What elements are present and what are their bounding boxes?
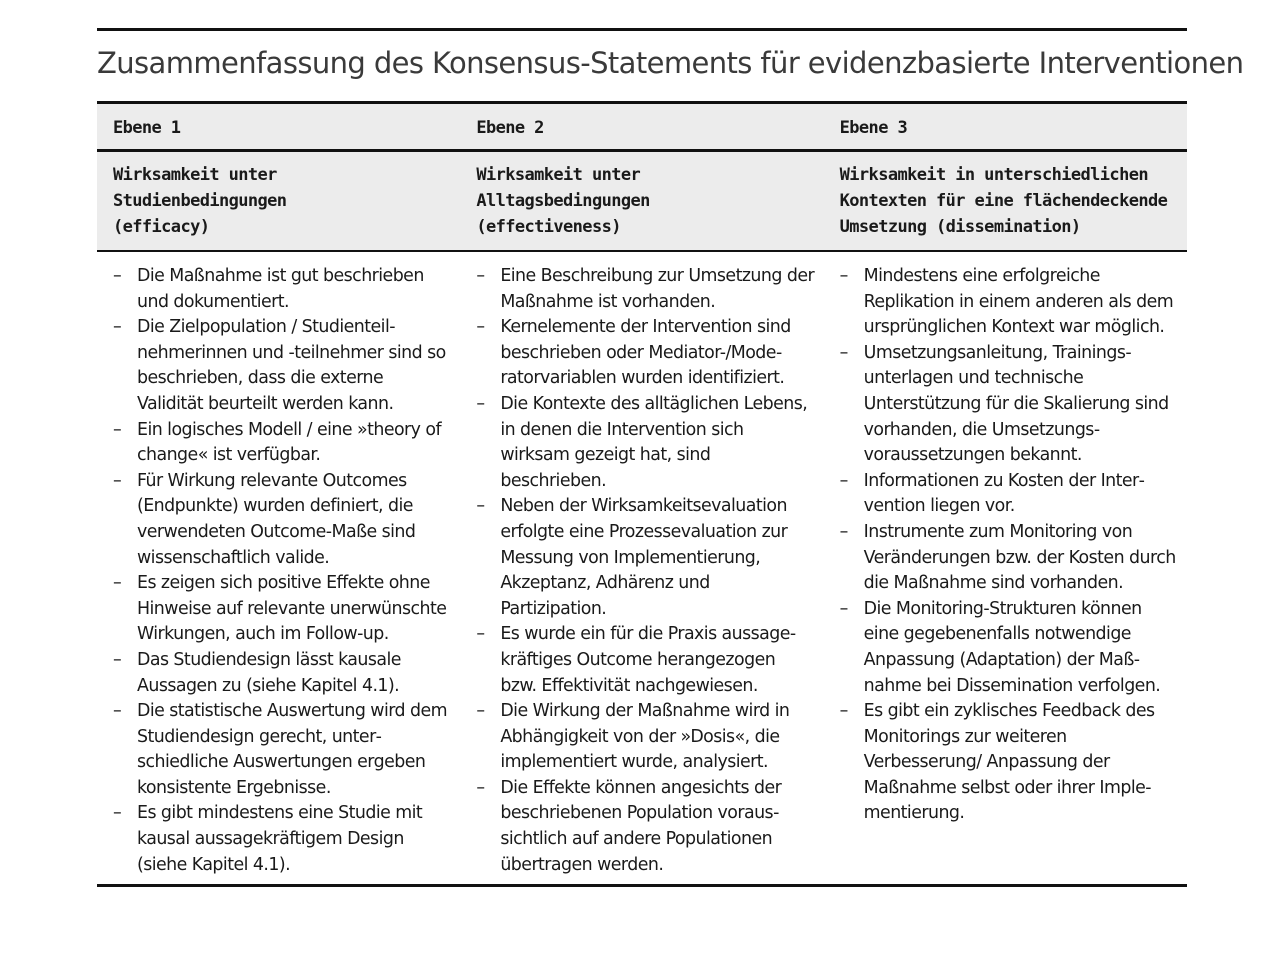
heading-line: (effectiveness) (476, 217, 621, 237)
column-heading-2 (460, 151, 823, 252)
list-item: – Ein logisches Modell / eine »theory of change« ist verfügbar. (113, 418, 452, 469)
list-item: – Für Wirkung relevante Outcomes (Endpunkte) wurden definiert, die verwendeten Outcome-Maße sind wissenschaftlich valide. (113, 469, 452, 571)
heading-line: Studienbedingungen (113, 191, 287, 211)
level-header-row (97, 104, 1187, 151)
heading-line: (efficacy) (113, 217, 210, 237)
list-item: – Umsetzungsanleitung, Trainingsunterlagen und technische Unterstützung für die Skalierung sind vorhanden, die Umsetzungsvoraussetzungen bekannt. (840, 341, 1179, 469)
heading-line: Wirksamkeit unter (476, 165, 641, 185)
criteria-cell-3 (824, 251, 1187, 884)
level-header-3: Ebene 3 (824, 104, 1187, 151)
list-item: – Die Maßnahme ist gut beschrieben und dokumentiert. (113, 264, 452, 315)
list-item: – Die Zielpopulation / Studienteilnehmerinnen und -teilnehmer sind so beschrieben, dass die externe Validität beurteilt werden kann. (113, 315, 452, 417)
criteria-list-1 (113, 264, 452, 878)
list-item: – Es gibt ein zyklisches Feedback des Monitorings zur weiteren Verbesserung/ Anpassung der Maßnahme selbst oder ihrer Implementierung. (840, 699, 1179, 827)
list-item: – Instrumente zum Monitoring von Veränderungen bzw. der Kosten durch die Maßnahme sind vorhanden. (840, 520, 1179, 597)
summary-table-figure (97, 28, 1244, 887)
list-item: – Die statistische Auswertung wird dem Studiendesign gerecht, unterschiedliche Auswertungen ergeben konsistente Ergebnisse. (113, 699, 452, 801)
list-item: – Informationen zu Kosten der Intervention liegen vor. (840, 469, 1179, 520)
heading-line: Wirksamkeit unter (113, 165, 277, 185)
heading-line: Alltagsbedingungen (476, 191, 650, 211)
column-heading-1 (97, 151, 460, 252)
criteria-cell-1 (97, 251, 460, 884)
list-item: – Es wurde ein für die Praxis aussagekräftiges Outcome herangezogen bzw. Effektivität nachgewiesen. (476, 622, 815, 699)
list-item: – Mindestens eine erfolgreiche Replikation in einem anderen als dem ursprünglichen Kontext war möglich. (840, 264, 1179, 341)
table-title: Zusammenfassung des Konsensus-Statements für evidenzbasierte Interventionen (97, 46, 1244, 80)
list-item: – Das Studiendesign lässt kausale Aussagen zu (siehe Kapitel 4.1). (113, 648, 452, 699)
list-item: – Kernelemente der Intervention sind beschrieben oder Mediator-/Moderatorvariablen wurden identifiziert. (476, 315, 815, 392)
list-item: – Es gibt mindestens eine Studie mit kausal aussagekräftigem Design (siehe Kapitel 4.1). (113, 801, 452, 878)
list-item: – Neben der Wirksamkeitsevaluation erfolgte eine Prozessevaluation zur Messung von Implementierung, Akzeptanz, Adhärenz und Partizipation. (476, 494, 815, 622)
bottom-rule (97, 884, 1187, 887)
list-item: – Die Effekte können angesichts der beschriebenen Population voraussichtlich auf andere Populationen übertragen werden. (476, 776, 815, 878)
list-item: – Die Wirkung der Maßnahme wird in Abhängigkeit von der »Dosis«, die implementiert wurde, analysiert. (476, 699, 815, 776)
list-item: – Die Kontexte des alltäglichen Lebens, in denen die Intervention sich wirksam gezeigt hat, sind beschrieben. (476, 392, 815, 494)
heading-line: Kontexten für eine flächendeckende (839, 191, 1168, 211)
level-header-2: Ebene 2 (460, 104, 823, 151)
level-header-1: Ebene 1 (97, 104, 460, 151)
heading-line: Wirksamkeit in unterschiedlichen (839, 165, 1148, 185)
list-item: – Es zeigen sich positive Effekte ohne Hinweise auf relevante unerwünschte Wirkungen, auch im Follow-up. (113, 571, 452, 648)
list-item: – Die Monitoring-Strukturen können eine gegebenenfalls notwendige Anpassung (Adaptation) der Maßnahme bei Dissemination verfolgen. (840, 597, 1179, 699)
list-item: – Eine Beschreibung zur Umsetzung der Maßnahme ist vorhanden. (476, 264, 815, 315)
heading-line: Umsetzung (dissemination) (839, 217, 1081, 237)
criteria-cell-2 (460, 251, 823, 884)
consensus-table (97, 104, 1187, 884)
column-heading-row (97, 151, 1187, 252)
criteria-row (97, 251, 1187, 884)
top-rule (97, 28, 1187, 31)
column-heading-3 (824, 151, 1187, 252)
criteria-list-3 (840, 264, 1179, 827)
criteria-list-2 (476, 264, 815, 878)
